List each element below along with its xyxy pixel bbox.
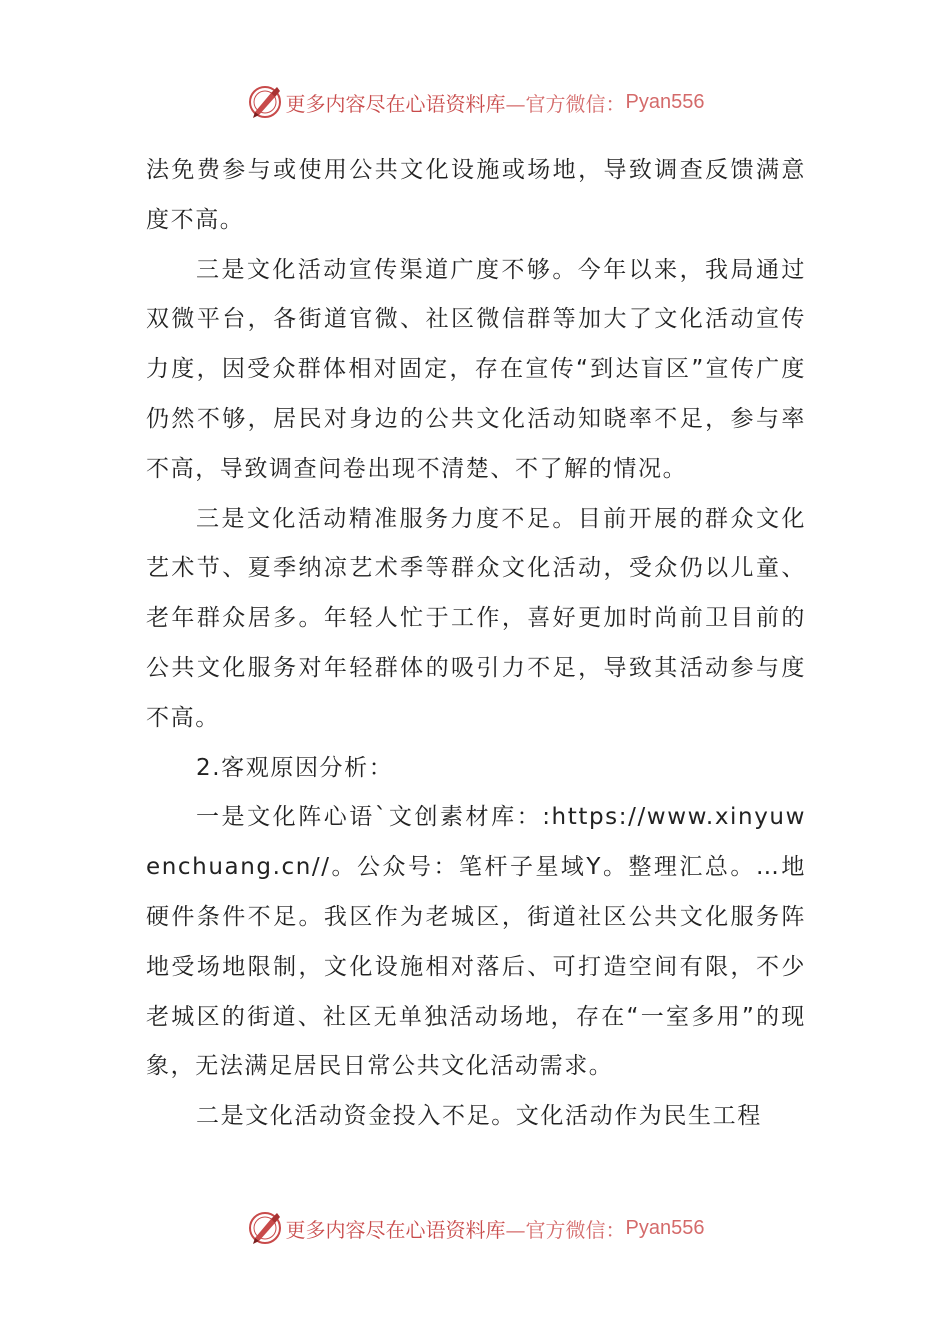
paragraph: 二是文化活动资金投入不足。文化活动作为民生工程 <box>196 1103 762 1130</box>
paragraph: 法免费参与或使用公共文化设施或场地，导致调查反馈满意度不高。 <box>146 157 806 233</box>
banner-main-text: 更多内容尽在心语资料库 <box>285 1217 506 1242</box>
header-banner <box>0 80 950 124</box>
banner-wechat-id: Pyan556 <box>625 1216 705 1239</box>
paragraph: 一是文化阵心语`文创素材库：:https://www.xinyuwenchuang.cn//。公众号：笔杆子星域Y。整理汇总。…地硬件条件不足。我区作为老城区，街道社区公共文化服务阵地受场地限制，文化设施相对落后、可打造空间有限，不少老城区的街道、社区无单独活动场地，存在“一室多用”的现象，无法满足居民日常公共文化活动需求。 <box>146 804 806 1080</box>
pen-logo-icon <box>246 83 284 121</box>
section-heading: 2.客观原因分析： <box>196 754 394 781</box>
paragraph: 三是文化活动精准服务力度不足。目前开展的群众文化艺术节、夏季纳凉艺术季等群众文化活动，受众仍以儿童、老年群众居多。年轻人忙于工作，喜好更加时尚前卫目前的公共文化服务对年轻群体的吸引力不足，导致其活动参与度不高。 <box>146 505 806 731</box>
banner-main-text: 更多内容尽在心语资料库 <box>285 91 506 116</box>
banner-sub-text: —官方微信： <box>505 91 626 116</box>
banner-sub-text: —官方微信： <box>505 1217 626 1242</box>
document-body <box>146 146 806 1142</box>
footer-banner <box>0 1206 950 1250</box>
pen-logo-icon <box>246 1209 284 1247</box>
banner-wechat-id: Pyan556 <box>625 90 705 113</box>
paragraph: 三是文化活动宣传渠道广度不够。今年以来，我局通过双微平台，各街道官微、社区微信群等加大了文化活动宣传力度，因受众群体相对固定，存在宣传“到达盲区”宣传广度仍然不够，居民对身边的公共文化活动知晓率不足，参与率不高，导致调查问卷出现不清楚、不了解的情况。 <box>146 256 806 482</box>
